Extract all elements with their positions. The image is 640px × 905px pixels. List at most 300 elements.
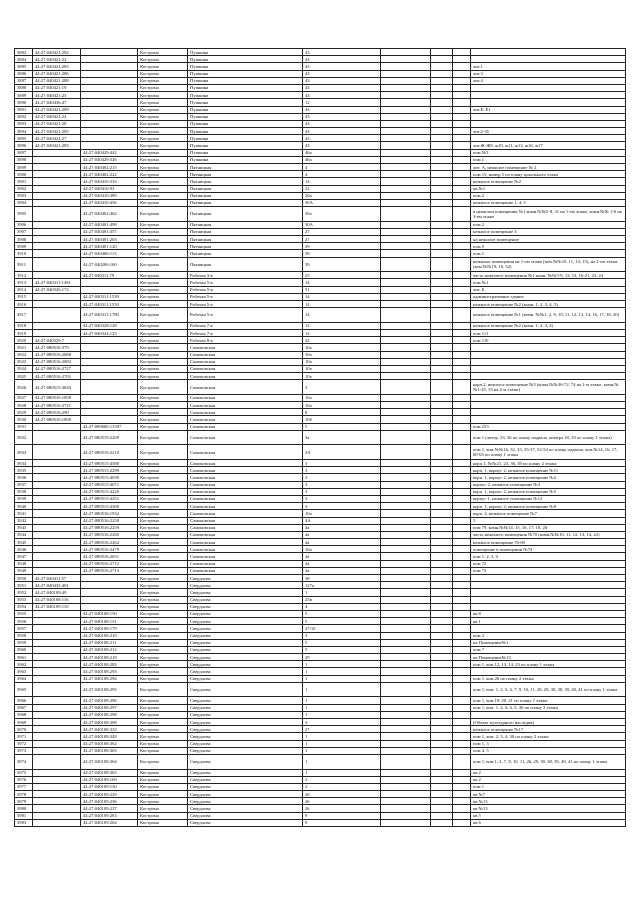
table-cell: Кострома xyxy=(138,120,188,127)
table-cell: Свердлова xyxy=(188,812,303,819)
table-cell xyxy=(471,394,626,401)
table-cell xyxy=(381,344,431,351)
table-cell xyxy=(431,776,453,783)
table-row xyxy=(15,221,626,228)
table-cell: 44:27:040328:128 xyxy=(81,322,138,329)
table-row xyxy=(15,301,626,308)
table-cell: 3955 xyxy=(15,610,33,617)
table-cell: 44:27:080519:2210 xyxy=(81,445,138,460)
table-cell xyxy=(33,467,81,474)
table-cell: Кострома xyxy=(138,661,188,668)
table-cell: Кострома xyxy=(138,49,188,56)
table-cell: 44:27:040109:169 xyxy=(81,776,138,783)
table-cell: Самоковская xyxy=(188,503,303,510)
table-cell xyxy=(471,582,626,589)
table-cell xyxy=(381,70,431,77)
table-cell: Самоковская xyxy=(188,531,303,538)
table-cell xyxy=(33,553,81,560)
table-cell xyxy=(381,625,431,632)
table-cell xyxy=(431,293,453,300)
table-cell: Рабочая 5-я xyxy=(188,293,303,300)
table-cell: Кострома xyxy=(138,740,188,747)
table-cell xyxy=(381,199,431,206)
table-cell xyxy=(431,697,453,704)
table-cell: Самоковская xyxy=(188,402,303,409)
table-row xyxy=(15,337,626,344)
table-cell: 4а xyxy=(303,553,381,560)
table-row xyxy=(15,610,626,617)
table-cell xyxy=(453,610,471,617)
table-cell: 2 xyxy=(303,776,381,783)
table-cell xyxy=(431,380,453,395)
table-cell xyxy=(33,423,81,430)
table-cell xyxy=(453,524,471,531)
table-cell: 46а xyxy=(303,156,381,163)
table-cell: 44:27:040410:456 xyxy=(81,199,138,206)
table-cell: пом 1, ком.№№16, 32, 33, 35-37, 52-54 по плану подвала, ком.№14, 16, 17, 60-63 по плану 1 этажа xyxy=(471,445,626,460)
table-cell xyxy=(81,351,138,358)
table-cell: 5 xyxy=(303,610,381,617)
table-cell: 3936 xyxy=(15,474,33,481)
table-row xyxy=(15,531,626,538)
table-cell xyxy=(33,185,81,192)
table-cell: Свердлова xyxy=(188,798,303,805)
table-cell: 44:27:040311:1539 xyxy=(81,293,138,300)
table-cell: Самоковская xyxy=(188,467,303,474)
table-row xyxy=(15,279,626,286)
table-row xyxy=(15,733,626,740)
table-cell xyxy=(471,135,626,142)
table-cell: 44:27:040108:308 xyxy=(81,718,138,725)
table-cell xyxy=(81,56,138,63)
table-row xyxy=(15,185,626,192)
table-cell: 10а xyxy=(303,402,381,409)
table-cell: 3 xyxy=(303,474,381,481)
table-cell: Кострома xyxy=(138,553,188,560)
table-cell: Свердлова xyxy=(188,675,303,682)
table-cell: Кострома xyxy=(138,596,188,603)
table-cell xyxy=(453,394,471,401)
table-cell: Кострома xyxy=(138,812,188,819)
table-cell: Кострома xyxy=(138,697,188,704)
table-cell xyxy=(381,791,431,798)
table-cell: 10а xyxy=(303,351,381,358)
table-cell: Свердлова xyxy=(188,819,303,826)
table-cell: Самоковская xyxy=(188,394,303,401)
table-cell xyxy=(431,322,453,329)
table-cell xyxy=(81,106,138,113)
table-cell: 3927 xyxy=(15,394,33,401)
table-cell xyxy=(33,243,81,250)
table-cell: 5 xyxy=(303,646,381,653)
table-cell xyxy=(33,740,81,747)
table-cell xyxy=(453,589,471,596)
table-cell: 3932 xyxy=(15,430,33,445)
table-cell: 44:27:080516:2262 xyxy=(81,539,138,546)
table-cell xyxy=(381,661,431,668)
table-cell xyxy=(381,675,431,682)
table-cell xyxy=(453,293,471,300)
table-cell xyxy=(453,733,471,740)
table-row xyxy=(15,445,626,460)
table-cell: 10а xyxy=(303,546,381,553)
table-cell xyxy=(33,682,81,697)
table-cell: 1 xyxy=(303,747,381,754)
table-cell: пом 1, ком. 2, 3, 4, 30 по плану 2 этажа xyxy=(471,733,626,740)
table-cell: 44:27:080516:2721 xyxy=(33,402,81,409)
table-cell xyxy=(33,783,81,790)
table-cell: Кострома xyxy=(138,819,188,826)
table-cell xyxy=(453,128,471,135)
table-cell: Свердлова xyxy=(188,726,303,733)
table-cell: 44:27:040311:1780 xyxy=(81,308,138,323)
table-cell: 44:27:040108:151 xyxy=(81,618,138,625)
table-cell: 44:27:040401:357 xyxy=(81,228,138,235)
table-cell xyxy=(453,567,471,574)
table-cell: лит.Ж-Ж9, ж10, ж11, ж12, ж16, ж17 xyxy=(471,142,626,149)
table-cell: 44:27:040401:120 xyxy=(81,243,138,250)
table-cell xyxy=(453,358,471,365)
table-cell xyxy=(81,120,138,127)
table-cell: Пушкина xyxy=(188,149,303,156)
table-cell xyxy=(431,228,453,235)
table-cell: Самоковская xyxy=(188,495,303,502)
table-cell: 44:27:040109:236 xyxy=(81,798,138,805)
table-cell: нежилое помещение 1, 4, 5 xyxy=(471,199,626,206)
table-cell xyxy=(431,733,453,740)
table-row xyxy=(15,467,626,474)
table-body xyxy=(15,49,626,827)
table-cell xyxy=(33,812,81,819)
table-cell: Рабочая 5-я xyxy=(188,279,303,286)
table-cell xyxy=(81,142,138,149)
table-cell xyxy=(381,546,431,553)
table-cell xyxy=(381,567,431,574)
table-row xyxy=(15,164,626,171)
table-cell xyxy=(81,596,138,603)
table-cell xyxy=(431,337,453,344)
table-cell xyxy=(453,92,471,99)
table-cell: 3а xyxy=(303,430,381,445)
table-cell: 3941 xyxy=(15,510,33,517)
table-cell: 44:27:080516:2727 xyxy=(33,365,81,372)
table-row xyxy=(15,819,626,826)
table-cell: 44:27:080516:1858 xyxy=(33,394,81,401)
table-cell: 26 xyxy=(303,798,381,805)
table-cell: 3900 xyxy=(15,171,33,178)
table-cell: 3960 xyxy=(15,646,33,653)
table-cell xyxy=(381,301,431,308)
table-cell xyxy=(81,416,138,423)
table-cell xyxy=(381,351,431,358)
table-cell xyxy=(431,819,453,826)
table-cell: 10а xyxy=(303,373,381,380)
table-cell: Свердлова xyxy=(188,661,303,668)
table-cell: пом 110 xyxy=(471,337,626,344)
table-cell: 10а xyxy=(303,344,381,351)
table-cell xyxy=(431,430,453,445)
table-row xyxy=(15,798,626,805)
table-cell: 3914 xyxy=(15,286,33,293)
table-cell xyxy=(431,308,453,323)
table-cell: Пятницкая xyxy=(188,171,303,178)
table-cell xyxy=(453,495,471,502)
table-cell: Свердлова xyxy=(188,805,303,812)
table-cell xyxy=(381,618,431,625)
table-row xyxy=(15,791,626,798)
table-cell xyxy=(381,503,431,510)
table-cell xyxy=(381,329,431,336)
table-cell: 4а xyxy=(303,524,381,531)
table-cell: пом.5 xyxy=(471,243,626,250)
table-cell: 1 xyxy=(303,682,381,697)
table-cell: 3975 xyxy=(15,769,33,776)
table-cell xyxy=(471,113,626,120)
table-cell xyxy=(453,279,471,286)
table-cell: нежилое помещение №17 xyxy=(471,726,626,733)
table-cell: 38 xyxy=(303,575,381,582)
table-cell: лит.3 xyxy=(471,70,626,77)
table-cell xyxy=(471,92,626,99)
table-cell xyxy=(431,250,453,257)
table-cell: 44:27:040429:442 xyxy=(81,149,138,156)
table-cell xyxy=(33,199,81,206)
table-cell xyxy=(381,539,431,546)
table-cell xyxy=(381,646,431,653)
table-cell xyxy=(431,632,453,639)
table-cell: 5 xyxy=(303,423,381,430)
table-cell: 3958 xyxy=(15,632,33,639)
table-cell xyxy=(431,394,453,401)
table-cell: 3937 xyxy=(15,481,33,488)
table-cell: 44:27:080515:4226 xyxy=(81,488,138,495)
table-cell xyxy=(381,92,431,99)
table-cell: 43 xyxy=(303,120,381,127)
table-cell: Кострома xyxy=(138,156,188,163)
table-cell: 3926 xyxy=(15,380,33,395)
table-cell xyxy=(471,625,626,632)
table-cell: 3945 xyxy=(15,539,33,546)
table-cell: 4 xyxy=(303,171,381,178)
table-cell xyxy=(453,805,471,812)
table-row xyxy=(15,322,626,329)
table-row xyxy=(15,769,626,776)
table-cell: Пушкина xyxy=(188,56,303,63)
table-cell: Самоковская xyxy=(188,546,303,553)
table-cell xyxy=(81,99,138,106)
table-cell xyxy=(453,243,471,250)
table-cell xyxy=(453,646,471,653)
table-cell xyxy=(33,747,81,754)
table-row xyxy=(15,661,626,668)
table-cell xyxy=(453,149,471,156)
table-row xyxy=(15,754,626,769)
table-cell: 44:27:040421:283 xyxy=(33,63,81,70)
table-cell xyxy=(33,156,81,163)
table-cell: 44:27:080515:4300 xyxy=(81,503,138,510)
table-cell: 44:27:040311:79 xyxy=(81,272,138,279)
table-cell xyxy=(453,272,471,279)
table-cell: Кострома xyxy=(138,481,188,488)
table-row xyxy=(15,697,626,704)
table-cell xyxy=(453,661,471,668)
table-cell: 46а xyxy=(303,149,381,156)
table-cell: Свердлова xyxy=(188,654,303,661)
table-cell xyxy=(431,546,453,553)
table-cell xyxy=(453,488,471,495)
table-cell: кв №13 xyxy=(471,805,626,812)
table-cell: 29 xyxy=(303,654,381,661)
table-cell: 44:27:080515:4071 xyxy=(81,481,138,488)
table-cell xyxy=(81,279,138,286)
table-cell xyxy=(33,430,81,445)
table-cell xyxy=(453,553,471,560)
table-cell: Свердлова xyxy=(188,610,303,617)
table-cell: Самоковская xyxy=(188,373,303,380)
table-cell xyxy=(453,77,471,84)
table-cell: Кострома xyxy=(138,503,188,510)
table-cell: Кострома xyxy=(138,769,188,776)
table-cell: 44:27:040410:333 xyxy=(81,178,138,185)
table-row xyxy=(15,156,626,163)
table-cell: Кострома xyxy=(138,344,188,351)
table-cell: Самоковская xyxy=(188,481,303,488)
table-cell: 44:27:040108:363 xyxy=(81,747,138,754)
table-cell xyxy=(453,63,471,70)
table-row xyxy=(15,250,626,257)
table-row xyxy=(15,243,626,250)
table-cell: Свердлова xyxy=(188,697,303,704)
table-cell: нежилые помещения на 1-ом этаже (ком.№№10, 11, 14, 15), на 2-ом этаже (ком.№№19, 16, 52) xyxy=(471,257,626,272)
table-cell: Кострома xyxy=(138,322,188,329)
table-cell xyxy=(33,164,81,171)
table-cell: 3908 xyxy=(15,236,33,243)
table-cell: 44:27:040421:285 xyxy=(33,128,81,135)
table-cell: 27 xyxy=(303,726,381,733)
table-cell: 44:27:080516:2260 xyxy=(81,531,138,538)
table-cell: пом.1 xyxy=(471,250,626,257)
table-cell: 3979 xyxy=(15,798,33,805)
table-cell: 44:27:080516:2651 xyxy=(81,553,138,560)
table-cell xyxy=(431,156,453,163)
table-cell xyxy=(431,474,453,481)
table-cell: 44:27:040108:349 xyxy=(81,733,138,740)
table-cell: 25в xyxy=(303,596,381,603)
table-row xyxy=(15,142,626,149)
table-cell xyxy=(33,819,81,826)
table-cell xyxy=(81,77,138,84)
table-cell: 30а xyxy=(303,207,381,222)
table-cell: лит. Б xyxy=(471,286,626,293)
table-cell: лит.4 xyxy=(471,77,626,84)
table-cell: Самоковская xyxy=(188,430,303,445)
table-cell: Свердлова xyxy=(188,711,303,718)
table-cell xyxy=(431,373,453,380)
table-cell: корп. 2, нежилое помещение №7 xyxy=(471,510,626,517)
table-row xyxy=(15,409,626,416)
table-cell: 3948 xyxy=(15,560,33,567)
table-cell xyxy=(33,711,81,718)
table-cell: 2 xyxy=(303,783,381,790)
table-cell xyxy=(33,791,81,798)
table-cell: Кострома xyxy=(138,747,188,754)
table-cell: 39 xyxy=(303,243,381,250)
table-cell: Кострома xyxy=(138,164,188,171)
table-cell xyxy=(381,228,431,235)
table-cell xyxy=(453,351,471,358)
table-cell xyxy=(81,365,138,372)
table-row xyxy=(15,639,626,646)
table-cell xyxy=(33,798,81,805)
table-cell: 3963 xyxy=(15,668,33,675)
table-cell xyxy=(81,344,138,351)
table-cell: Кострома xyxy=(138,603,188,610)
table-cell xyxy=(431,286,453,293)
table-row xyxy=(15,394,626,401)
table-cell: Пятницкая xyxy=(188,192,303,199)
table-row xyxy=(15,812,626,819)
table-cell xyxy=(81,582,138,589)
table-cell: Свердлова xyxy=(188,582,303,589)
table-cell: пом 1, ком.26 по плану 2 этажа xyxy=(471,675,626,682)
table-cell: 3956 xyxy=(15,618,33,625)
table-cell xyxy=(33,646,81,653)
table-cell: пом 7 xyxy=(471,646,626,653)
table-cell xyxy=(381,113,431,120)
table-row xyxy=(15,358,626,365)
table-cell: 3949 xyxy=(15,567,33,574)
table-cell xyxy=(471,603,626,610)
table-cell xyxy=(381,308,431,323)
table-cell xyxy=(381,192,431,199)
table-cell: 127а xyxy=(303,582,381,589)
table-row xyxy=(15,135,626,142)
table-cell xyxy=(431,754,453,769)
table-cell xyxy=(471,99,626,106)
table-row xyxy=(15,675,626,682)
table-cell xyxy=(33,445,81,460)
table-cell xyxy=(431,365,453,372)
table-cell xyxy=(431,646,453,653)
table-cell xyxy=(81,286,138,293)
table-cell: 4а xyxy=(303,567,381,574)
table-cell: Кострома xyxy=(138,106,188,113)
table-cell xyxy=(453,185,471,192)
table-cell xyxy=(453,221,471,228)
table-cell xyxy=(453,481,471,488)
table-cell: Самоковская xyxy=(188,488,303,495)
table-cell xyxy=(453,560,471,567)
table-cell: 3916 xyxy=(15,301,33,308)
table-row xyxy=(15,207,626,222)
table-cell xyxy=(431,416,453,423)
table-cell: 44:27:040108:218 xyxy=(81,654,138,661)
table-cell xyxy=(453,409,471,416)
table-cell: Кострома xyxy=(138,84,188,91)
table-cell xyxy=(381,84,431,91)
table-cell xyxy=(381,135,431,142)
table-cell: 44:27:040311:1481 xyxy=(33,279,81,286)
table-row xyxy=(15,474,626,481)
table-cell: нежилое помещение №2 xyxy=(471,178,626,185)
table-cell xyxy=(431,301,453,308)
table-cell xyxy=(431,675,453,682)
table-cell: 44:27:040411:57 xyxy=(33,575,81,582)
table-row xyxy=(15,481,626,488)
table-cell: 3950 xyxy=(15,575,33,582)
table-cell: 44:27:040324:123 xyxy=(81,329,138,336)
table-cell xyxy=(33,733,81,740)
